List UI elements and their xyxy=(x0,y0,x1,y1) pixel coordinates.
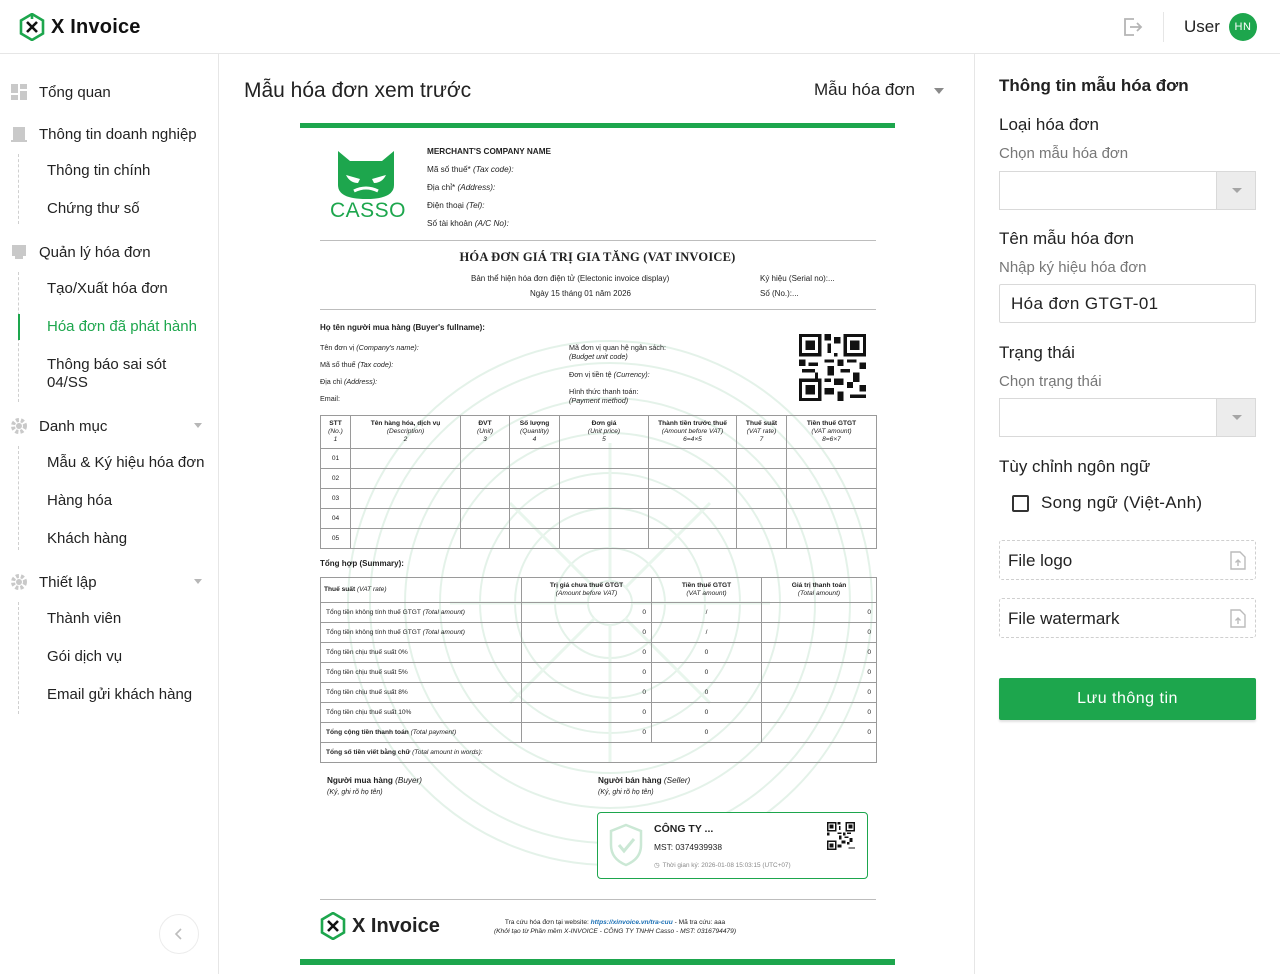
sidebar-item-customer-email[interactable]: Email gửi khách hàng xyxy=(47,686,193,703)
status-select[interactable] xyxy=(999,398,1256,437)
shield-check-icon xyxy=(609,823,643,867)
invoice-date: Ngày 15 tháng 01 năm 2026 xyxy=(530,289,631,298)
table-row: 02 xyxy=(321,469,877,489)
sidebar-item-plans[interactable]: Gói dịch vụ xyxy=(47,648,123,665)
invoice-bottom-bar xyxy=(300,959,895,965)
gear-icon xyxy=(10,573,28,591)
footer-logo xyxy=(320,912,440,940)
sidebar-group-catalog[interactable] xyxy=(10,417,210,435)
sidebar-item-error-notice[interactable]: Thông báo sai sót 04/SS xyxy=(47,356,167,391)
casso-logo-text: CASSO xyxy=(330,199,407,222)
template-info-panel xyxy=(976,54,1280,974)
chevron-down-icon[interactable] xyxy=(1216,172,1255,209)
footer-lookup: Tra cứu hóa đơn tại website: https://xinvoice.vn/tra-cuu - Mã tra cứu: aaa (Khởi tạo từ Phần mềm X-INVOICE - CÔNG TY TNHH Casso - MST: 0316794479) xyxy=(493,919,737,935)
digital-signature-seal xyxy=(597,812,868,879)
summary-header-cell: Giá trị thanh toán (Total amount) xyxy=(762,578,877,603)
file-watermark-upload[interactable] xyxy=(999,598,1256,638)
seal-company: CÔNG TY ... xyxy=(654,823,714,835)
invoice-title: HÓA ĐƠN GIÁ TRỊ GIA TĂNG (VAT INVOICE) xyxy=(459,250,736,264)
sidebar-group-label: Thiết lập xyxy=(39,573,97,591)
items-header-cell: Đơn giá (Unit price) 5 xyxy=(560,416,649,449)
building-icon xyxy=(10,125,28,143)
qr-code-icon xyxy=(827,822,855,850)
sidebar-item-certificate[interactable]: Chứng thư số xyxy=(47,200,140,217)
language-label: Tùy chỉnh ngôn ngữ xyxy=(999,457,1151,476)
nav-tree-line xyxy=(18,446,19,550)
template-select[interactable] xyxy=(814,80,954,106)
buyer-email: Email: xyxy=(320,394,340,403)
file-logo-label: File logo xyxy=(1008,551,1073,570)
items-header-row xyxy=(321,416,877,449)
avatar[interactable]: HN xyxy=(1229,13,1257,41)
divider xyxy=(320,309,876,310)
summary-header-cell: Thuế suất (VAT rate) xyxy=(321,578,522,603)
summary-header-cell: Tiền thuế GTGT (VAT amount) xyxy=(652,578,762,603)
total-payment-row: Tổng cộng tiền thanh toán (Total payment) 0 0 0 xyxy=(321,723,877,743)
divider xyxy=(320,240,876,241)
merchant-name: MERCHANT'S COMPANY NAME xyxy=(427,147,552,156)
bilingual-label: Song ngữ (Việt-Anh) xyxy=(1041,493,1203,512)
dashboard-icon xyxy=(10,83,28,101)
sidebar-item-issued-invoices[interactable]: Hóa đơn đã phát hành xyxy=(47,318,197,335)
invoice-serial: Ký hiệu (Serial no):... xyxy=(760,274,835,283)
buyer-fullname: Họ tên người mua hàng (Buyer's fullname): xyxy=(320,323,485,332)
x-invoice-logo-icon xyxy=(19,13,45,41)
checkbox-icon[interactable] xyxy=(1012,495,1029,512)
buyer-signature: Người mua hàng (Buyer) (Ký, ghi rõ họ tên) xyxy=(327,776,422,796)
file-watermark-label: File watermark xyxy=(1008,609,1120,628)
active-indicator xyxy=(18,314,20,340)
template-name-input[interactable] xyxy=(999,284,1256,323)
buyer-payment: Hình thức thanh toán: (Payment method) xyxy=(569,387,639,405)
merchant-account: Số tài khoản (A/C No): xyxy=(427,219,509,228)
sidebar-item-main-info[interactable]: Thông tin chính xyxy=(47,162,151,179)
items-table xyxy=(320,415,877,549)
bilingual-checkbox[interactable] xyxy=(1012,493,1202,513)
template-select-value: Mẫu hóa đơn xyxy=(814,80,915,99)
chevron-down-icon[interactable] xyxy=(1216,399,1255,436)
table-row: 05 xyxy=(321,529,877,549)
sidebar-group-label: Thông tin doanh nghiệp xyxy=(39,125,197,143)
sidebar-group-business[interactable] xyxy=(10,125,197,143)
page-title: Mẫu hóa đơn xem trước xyxy=(244,79,472,102)
sidebar-item-products[interactable]: Hàng hóa xyxy=(47,492,113,509)
table-row: Tổng tiền chịu thuế suất 5% 0 0 0 xyxy=(321,663,877,683)
chevron-down-icon xyxy=(194,579,202,584)
sidebar-item-label: Tổng quan xyxy=(39,83,111,101)
file-upload-icon xyxy=(1230,609,1246,628)
total-words-row: Tổng số tiền viết bằng chữ (Total amount in words): xyxy=(321,743,877,763)
collapse-sidebar-button[interactable] xyxy=(159,914,199,954)
invoice-type-select[interactable] xyxy=(999,171,1256,210)
nav-tree-line xyxy=(18,154,19,224)
items-header-cell: Thành tiền trước thuế (Amount before VAT) 6=4×5 xyxy=(649,416,737,449)
brand-name: X Invoice xyxy=(51,15,141,38)
invoice-type-hint: Chọn mẫu hóa đơn xyxy=(999,145,1129,162)
seal-time: ◷ Thời gian ký: 2026-01-08 15:03:15 (UTC+07) xyxy=(654,862,791,869)
table-row: Tổng tiền chịu thuế suất 10% 0 0 0 xyxy=(321,703,877,723)
items-header-cell: STT (No.) 1 xyxy=(321,416,351,449)
summary-header-cell: Trị giá chưa thuế GTGT (Amount before VAT) xyxy=(522,578,652,603)
invoice-preview xyxy=(300,123,895,965)
brand-logo[interactable] xyxy=(19,13,141,41)
sidebar xyxy=(0,54,219,974)
table-row: 03 xyxy=(321,489,877,509)
summary-header-row xyxy=(321,578,877,603)
x-invoice-logo-icon xyxy=(320,912,346,940)
user-name[interactable]: User xyxy=(1184,17,1220,36)
sidebar-group-invoices[interactable] xyxy=(10,243,151,261)
buyer-company: Tên đơn vị (Company's name): xyxy=(320,343,419,352)
sidebar-item-overview[interactable] xyxy=(10,83,111,101)
sidebar-item-create-invoice[interactable]: Tạo/Xuất hóa đơn xyxy=(47,280,168,297)
summary-table xyxy=(320,577,877,763)
status-hint: Chọn trạng thái xyxy=(999,373,1102,390)
sidebar-group-label: Danh mục xyxy=(39,417,108,435)
items-header-cell: ĐVT (Unit) 3 xyxy=(461,416,510,449)
divider xyxy=(320,899,876,900)
file-upload-icon xyxy=(1230,551,1246,570)
invoice-display-note: Bản thể hiện hóa đơn điện tử (Electonic invoice display) xyxy=(471,274,670,283)
chevron-left-icon xyxy=(174,928,184,940)
table-row: Tổng tiền không tính thuế GTGT (Total amount) 0 / 0 xyxy=(321,623,877,643)
invoice-icon xyxy=(10,243,28,261)
seller-signature: Người bán hàng (Seller) (Ký, ghi rõ họ tên) xyxy=(598,776,691,796)
footer-brand: X Invoice xyxy=(352,914,440,937)
sidebar-item-customers[interactable]: Khách hàng xyxy=(47,530,128,547)
invoice-number: Số (No.):... xyxy=(760,289,799,298)
template-name-hint: Nhập ký hiệu hóa đơn xyxy=(999,259,1147,276)
template-name-label: Tên mẫu hóa đơn xyxy=(999,229,1134,248)
table-row: Tổng tiền chịu thuế suất 0% 0 0 0 xyxy=(321,643,877,663)
table-row: Tổng tiền không tính thuế GTGT (Total amount) 0 / 0 xyxy=(321,603,877,623)
table-row: 04 xyxy=(321,509,877,529)
table-row: Tổng tiền chịu thuế suất 8% 0 0 0 xyxy=(321,683,877,703)
merchant-tax-code: Mã số thuế* (Tax code): xyxy=(427,165,514,174)
seal-tax: MST: 0374939938 xyxy=(654,842,722,852)
panel-title: Thông tin mẫu hóa đơn xyxy=(999,76,1189,95)
sidebar-item-members[interactable]: Thành viên xyxy=(47,610,122,627)
file-logo-upload[interactable] xyxy=(999,540,1256,580)
chevron-down-icon xyxy=(934,88,944,94)
sidebar-group-settings[interactable] xyxy=(10,573,210,591)
buyer-currency: Đơn vị tiền tệ (Currency): xyxy=(569,370,650,379)
nav-tree-line xyxy=(18,602,19,714)
invoice-top-bar xyxy=(300,123,895,128)
header-divider xyxy=(1163,12,1164,42)
top-header xyxy=(0,0,1280,54)
gear-icon xyxy=(10,417,28,435)
merchant-info xyxy=(427,143,551,233)
items-header-cell: Thuế suất (VAT rate) 7 xyxy=(737,416,787,449)
items-header-cell: Tiền thuế GTGT (VAT amount) 8=6×7 xyxy=(787,416,877,449)
invoice-type-label: Loại hóa đơn xyxy=(999,115,1100,134)
save-button[interactable]: Lưu thông tin xyxy=(999,678,1256,720)
main-content xyxy=(219,54,975,974)
items-header-cell: Số lượng (Quantity) 4 xyxy=(510,416,560,449)
sidebar-item-templates[interactable]: Mẫu & Ký hiệu hóa đơn xyxy=(47,454,205,471)
buyer-budget-code: Mã đơn vị quan hệ ngân sách: (Budget unit code) xyxy=(569,343,667,361)
merchant-phone: Điện thoại (Tel): xyxy=(427,201,485,210)
buyer-tax-code: Mã số thuế (Tax code): xyxy=(320,360,394,369)
merchant-address: Địa chỉ* (Address): xyxy=(427,183,496,192)
table-row: 01 xyxy=(321,449,877,469)
status-label: Trạng thái xyxy=(999,343,1075,362)
summary-title: Tổng hợp (Summary): xyxy=(320,559,404,568)
items-header-cell: Tên hàng hóa, dịch vụ (Description) 2 xyxy=(351,416,461,449)
qr-code-icon xyxy=(799,334,866,401)
sidebar-group-label: Quản lý hóa đơn xyxy=(39,243,151,261)
buyer-address: Địa chỉ (Address): xyxy=(320,377,378,386)
clock-icon: ◷ xyxy=(654,862,660,869)
chevron-down-icon xyxy=(194,423,202,428)
logout-icon[interactable] xyxy=(1120,15,1144,39)
